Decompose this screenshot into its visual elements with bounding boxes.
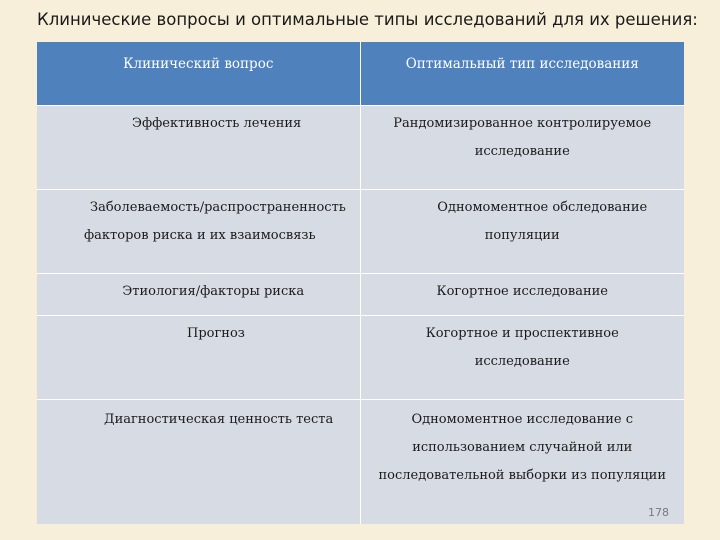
study-type-text: использованием случайной или <box>412 440 633 455</box>
study-type-text: Рандомизированное контролируемое <box>393 116 652 131</box>
study-type-text: последовательной выборки из популяции <box>378 468 667 483</box>
table-row <box>37 316 684 400</box>
study-type-text: Одномоментное исследование с <box>411 412 634 427</box>
study-type-text: Когортное исследование <box>436 284 608 299</box>
study-type-cell <box>360 106 684 190</box>
study-type-text: исследование <box>474 144 570 159</box>
question-cell <box>37 400 360 524</box>
table-header-row <box>37 42 684 106</box>
study-type-cell <box>360 316 684 400</box>
question-cell <box>37 106 360 190</box>
question-cell <box>37 190 360 274</box>
study-type-text: популяции <box>484 228 560 243</box>
question-cell <box>37 316 360 400</box>
slide-title: Клинические вопросы и оптимальные типы исследований для их решения: <box>37 10 698 29</box>
study-type-cell <box>360 190 684 274</box>
column-header-study-type: Оптимальный тип исследования <box>360 42 684 106</box>
study-type-cell <box>360 274 684 316</box>
question-text: Эффективность лечения <box>132 116 302 131</box>
question-text: Этиология/факторы риска <box>122 284 305 299</box>
table-row <box>37 274 684 316</box>
question-text: Прогноз <box>187 326 245 341</box>
table-row <box>37 400 684 524</box>
study-type-text: исследование <box>474 354 570 369</box>
page-number: 178 <box>648 506 669 519</box>
question-text: Диагностическая ценность теста <box>104 412 334 427</box>
question-text: факторов риска и их взаимосвязь <box>84 228 316 243</box>
table-row <box>37 106 684 190</box>
study-type-cell <box>360 400 684 524</box>
study-type-text: Одномоментное обследование <box>437 200 648 215</box>
question-text: Заболеваемость/распространенность <box>90 200 346 215</box>
clinical-questions-table <box>37 42 684 524</box>
column-header-question: Клинический вопрос <box>37 42 360 106</box>
table-row <box>37 190 684 274</box>
study-type-text: Когортное и проспективное <box>425 326 619 341</box>
question-cell <box>37 274 360 316</box>
